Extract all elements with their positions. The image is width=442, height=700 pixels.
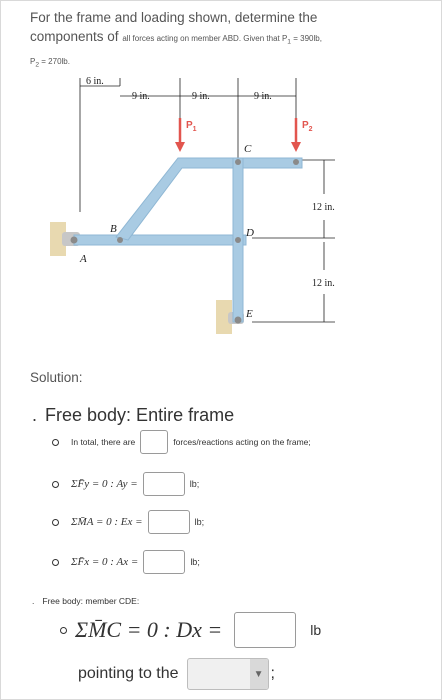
direction-select[interactable] [187,658,269,690]
ax-input[interactable] [143,550,185,574]
p2-subscript: 2 [35,61,40,69]
force-count-input[interactable] [140,430,168,454]
p2-value: = 270lb. [39,56,70,66]
list-bullet-icon [52,439,59,446]
problem-line-2-main: components of [30,29,119,44]
direction-row [78,658,275,690]
q1-row [52,430,311,454]
q1-prefix: In total, there are [71,437,136,447]
problem-line-2 [30,27,430,52]
problem-given-text: all forces acting on member ABD. Given that P [122,34,288,43]
label-b: B [110,223,117,235]
list-bullet-icon [52,481,59,488]
pointing-prefix: pointing to the [78,665,179,682]
problem-line-1: For the frame and loading shown, determine the [30,10,318,25]
problem-line-3 [30,52,430,75]
label-p1-sub: 1 [192,126,197,133]
eq1-label: ΣF̄y = 0 : Ay = [71,478,138,490]
frame-members [74,158,302,322]
frame-figure [40,72,410,354]
dim-top-1: 6 in. [86,76,104,87]
pin-b [117,237,123,243]
p1-subscript: 1 [287,38,291,46]
solution-label: Solution: [30,370,83,385]
label-p2 [302,120,313,133]
member-bc-top [116,158,302,240]
pin-d [235,237,241,243]
list-bullet-icon [52,559,59,566]
problem-statement [30,8,430,74]
dim-top-2: 9 in. [132,91,150,102]
eq2-label: ΣM̄A = 0 : Ex = [71,516,143,528]
eq1-unit: lb; [189,479,200,489]
pin-a [71,237,78,244]
eq3-unit: lb; [190,557,200,567]
eq3-label: ΣF̄x = 0 : Ax = [71,556,139,568]
pointing-suffix: ; [270,665,275,682]
dim-top-3: 9 in. [192,91,210,102]
eq4-unit: lb [310,622,322,638]
arrow-p2-head [291,142,301,152]
eq4-row [60,612,321,648]
label-d: D [246,227,254,239]
eq4-label: ΣM̄C = 0 : Dx = [75,617,223,642]
eq1-row [52,472,199,496]
q1-suffix: forces/reactions acting on the frame; [173,437,311,447]
free-body-1-title-text: Free body: Entire frame [45,405,235,425]
bullet: . [32,596,35,606]
list-bullet-icon [60,627,67,634]
bullet: . [32,405,38,425]
member-abd [74,235,246,245]
label-a: A [80,253,87,265]
label-c: C [244,143,252,155]
label-e: E [246,308,253,320]
eq2-row [52,510,204,534]
dim-top-4: 9 in. [254,91,272,102]
free-body-entire-frame-title [32,405,234,426]
direction-select-value [188,659,250,689]
pin-c [235,159,241,165]
pin-e [235,317,242,324]
p2-label: P [30,56,36,66]
label-p2-letter: P [302,120,309,131]
arrow-p1-head [175,142,185,152]
label-p1-letter: P [186,120,193,131]
eq3-row [52,550,200,574]
dim-right-1: 12 in. [312,202,335,213]
label-p2-sub: 2 [308,126,313,133]
p1-value: = 390lb, [291,34,322,43]
chevron-down-icon[interactable]: ▼ [250,659,268,689]
pin-p2 [293,159,299,165]
free-body-2-title-text: Free body: member CDE: [42,596,140,606]
ay-input[interactable] [143,472,185,496]
dx-input[interactable] [234,612,296,648]
dim-right-2: 12 in. [312,278,335,289]
eq2-unit: lb; [194,517,205,527]
problem-line-2-small [122,34,322,46]
label-p1 [186,120,197,133]
dimension-lines-right [252,160,335,322]
free-body-member-cde-title [32,596,139,606]
list-bullet-icon [52,519,59,526]
ex-input[interactable] [148,510,190,534]
